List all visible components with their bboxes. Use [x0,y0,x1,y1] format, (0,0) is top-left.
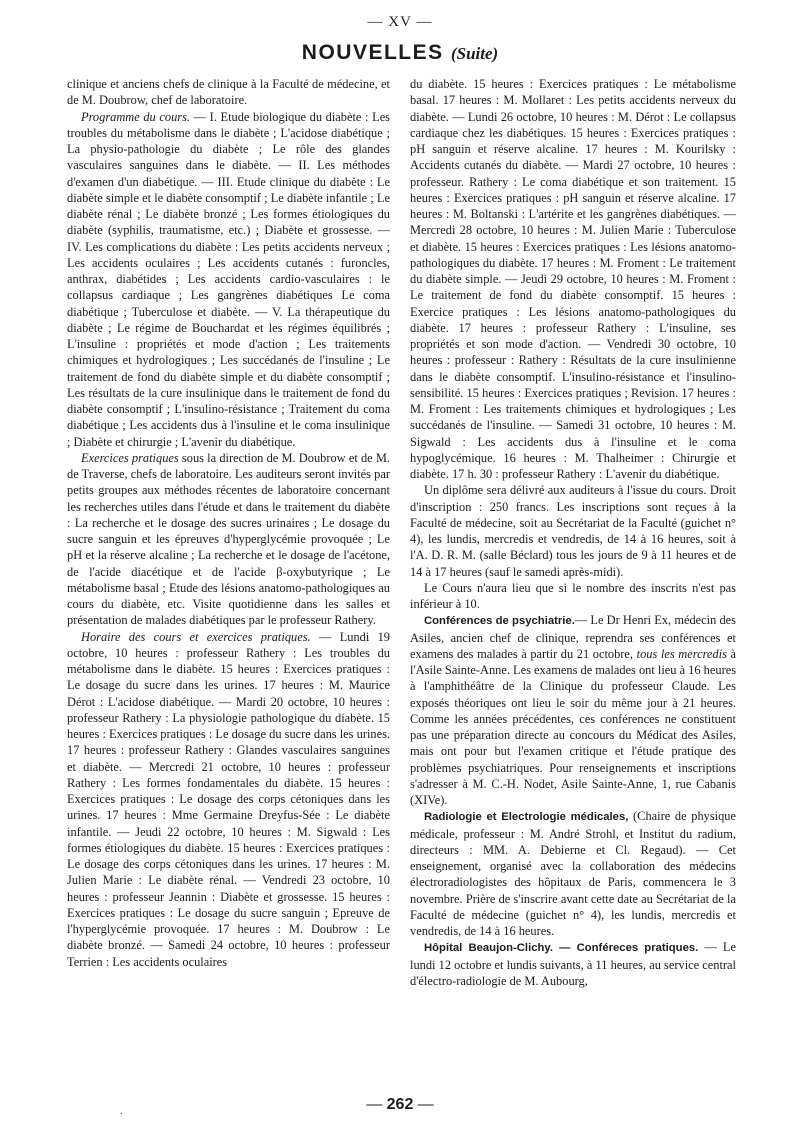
italic-text: tous les mercredis [636,646,727,661]
left-column [67,76,390,970]
roman-page-number: — XV — [367,14,433,30]
paragraph-psychiatrie [410,612,736,808]
heading-suite: (Suite) [450,44,499,63]
paragraph-label: Exercices pratiques [81,450,179,465]
paragraph-horaire [67,629,390,970]
section-lead: Hôpital Beaujon-Clichy. — Conféreces pratiques. [424,942,699,955]
paragraph-programme [67,109,390,450]
page-number: 262 [386,1096,414,1113]
paragraph-text: — I. Etude biologique du diabète : Les troubles du métabolisme dans le diabète ; L'acidose diabétique ; La physio-pathologie du diabète ; Le rôle des glandes vasculaires sanguines dans le diabète. — II. Les méthodes d'examen d'un diabétique. — III. Etude clinique du diabète : Le diabète simple et le diabète consomptif ; Le diabète infantile ; Le diabète rénal ; Le diabète bronzé ; Les formes étiologiques du diabète (syphilis, traumatisme, etc.) ; Diabète et grossesse. — IV. Les complications du diabète : Les petits accidents nerveux ; Les accidents oculaires ; Les accidents cutanés : furoncles, anthrax, diabétides ; Les accidents cardio-vasculaires : le collapsus cardiaque ; Les gangrènes diabétiques Le coma diabétique ; Tuberculose et diabète. — V. La thérapeutique du diabète ; Le régime de Bouchardat et les régimes équilibrés ; L'insuline : propriétés et mode d'action ; Les traitements chimiques et hydrologiques ; Les succédanés de l'insuline ; Le traitement de fond du diabète simple et du diabète consomptif ; Les résultats de la cure insulinique dans le traitement de fond du diabète consomptif ; L'insulino-résistance ; Traitement du coma diabétique ; Les accidents dus à l'insuline et le coma insulinique ; Diabète et chirurgie ; L'avenir du diabétique. [67,109,391,449]
page-footer [0,1096,800,1114]
paragraph: clinique et anciens chefs de clinique à la Faculté de médecine, et de M. Doubrow, chef de laboratoire. [67,77,390,108]
paragraph-text: — Le Dr Henri Ex, médecin des Asiles, ancien chef de clinique, reprendra ses conférences et examens des malades à partir du 21 octobre, [410,613,736,661]
section-lead: Radiologie et Electrologie médicales, [424,811,629,824]
paragraph-text: (Chaire de physique médicale, professeur : M. André Strohl, et Institut du radium, directeurs : MM. A. Debierne et Cl. Regaud). — Cet enseignement, organisé avec la collaboration des médecins électroradiologistes des hôpitaux de Paris, commencera le 3 novembre. Prière de s'inscrire avant cette date au Secrétariat de la Faculté de médecine (guichet n° 4), les lundis, mercredis et vendredis, de 14 à 16 heures. [410,809,736,938]
paragraph-minimum: Le Cours n'aura lieu que si le nombre des inscrits n'est pas inférieur à 10. [410,580,736,611]
page-heading [0,41,800,65]
paragraph-text: — Le lundi 12 octobre et lundis suivants, à 11 heures, au service central d'électro-radiologie de M. Aubourg, [410,940,737,988]
paragraph-beaujon [410,939,736,989]
paragraph-exercices [67,450,390,629]
paragraph: du diabète. 15 heures : Exercices pratiques : Le métabolisme basal. 17 heures : M. Mollaret : Les petits accidents nerveux du diabète. — Lundi 26 octobre, 10 heures : M. Dérot : Le collapsus cardiaque chez les diabétiques. 15 heures : Exercices pratiques : pH sanguin et réserve alcaline. 17 heures : M. Kourilsky : Accidents cutanés du diabète. — Mardi 27 octobre, 10 heures : professeur. Rathery : Le coma diabétique et son traitement. 15 heures : Exercices pratiques : pH sanguin et réserve alcaline. 17 heures : M. Boltanski : L'artérite et les gangrènes diabétiques. — Mercredi 28 octobre, 10 heures : M. Julien Marie : Tuberculose et diabète. 15 heures : Exercices pratiques : Les lésions anatomo-pathologiques du diabète. 17 heures : M. Froment : Le traitement du diabète simple. — Jeudi 29 octobre, 10 heures : M. Froment : Le traitement de fond du diabète consomptif. 15 heures : Exercice pratiques : Les lésions anatomo-pathologiques du diabète. 17 heures : professeur Rathery : L'insuline, ses propriétés et son mode d'action. — Vendredi 30 octobre, 10 heures : professeur : Rathery : Résultats de la cure insulinienne dans le diabète consomptif. L'insulino-résistance et l'insulino-sensibilité. 15 heures : Exercices pratiques ; Revision. 17 heures : M. Froment : Les traitements chimiques et hydrologiques ; Les succédanés de l'insuline. — Samedi 31 octobre, 10 heures : M. Sigwald : Les accidents dus à l'insuline et le coma hypoglycémique. 16 heures : M. Thalheimer : Chirurgie et diabète. 17 h. 30 : professeur Rathery : L'avenir du diabétique. [410,77,736,481]
paragraph-label: Horaire des cours et exercices pratiques. [81,629,311,644]
right-column [410,76,736,989]
footer-dash-left: — [366,1096,383,1113]
paragraph-text: à l'Asile Sainte-Anne. Les examens de malades ont lieu à 16 heures à l'amphithéâtre de la Clinique du professeur Claude. Les exposés théoriques ont lieu le soir du même jour à 21 heures. Comme les années précédentes, ces conférences ne constituent pas une préparation directe au concours du Médicat des Asiles, mais ont pour but l'examen critique et l'étude pratique des problèmes psychiatriques. Pour renseignements et inscriptions s'adresser à M. C.-H. Nodet, Asile Sainte-Anne, 1, rue Cabanis (XIVe). [410,646,737,807]
paragraph-text: sous la direction de M. Doubrow et de M. de Traverse, chefs de laboratoire. Les auditeurs seront invités par petits groupes aux méthodes récentes de laboratoire concernant les recherches utiles dans l'étude et dans le traitement du diabète : La recherche et le dosage des sucres urinaires ; Le dosage du sucre sanguin et les épreuves d'hyperglycémie provoquée ; Le pH et la réserve alcaline ; La recherche et le dosage de l'acétone, de l'acide diacétique et de l'acide β-oxybutyrique ; Le métabolisme basal ; Etude des lésions anatomo-pathologiques au cours du diabète, etc. Visite quotidienne dans les salles et présentation de malades diabétiques par le professeur Rathery. [67,450,390,628]
paragraph-text: — Lundi 19 octobre, 10 heures : professeur Rathery : Les troubles du métabolisme dans le diabète. 15 heures : Exercices pratiques : Le dosage du sucre dans les urines. 17 heures : M. Maurice Dérot : L'acidose diabétique. — Mardi 20 octobre, 10 heures : professeur Rathery : La physiologie pathologique du diabète. 15 heures : Exercices pratiques : Le dosage du sucre dans les urines. 17 heures : professeur Rathery : Glandes vasculaires sanguines et diabète. — Mercredi 21 octobre, 10 heures : professeur Rathery : Les formes fondamentales du diabète. 15 heures : Exercices pratiques : Le dosage des corps cétoniques dans les urines. 17 heures : Mme Germaine Dreyfus-Sée : Le diabète infantile. — Jeudi 22 octobre, 10 heures : M. Sigwald : Les formes étiologiques du diabète. 15 heures : Exercices pratiques : Le dosage des corps cétoniques dans les urines. 17 heures : M. Julien Marie : Le diabète rénal. — Vendredi 23 octobre, 10 heures : professeur Jeannin : Diabète et grossesse. 15 heures : Exercices pratiques : Le dosage du sucre sanguin ; Epreuve de l'hyperglycémie provoquée. 17 heures : M. Doubrow : Le diabète bronzé. — Samedi 24 octobre, 10 heures : professeur Terrien : Les accidents oculaires [67,629,391,969]
footer-dash-right: — [417,1096,434,1113]
footer-mark: . [120,1106,123,1117]
paragraph-label: Programme du cours. [81,109,191,124]
heading-title: NOUVELLES [301,41,444,64]
paragraph-radiologie [410,808,736,939]
paragraph-diplome: Un diplôme sera délivré aux auditeurs à l'issue du cours. Droit d'inscription : 250 francs. Les inscriptions sont reçues à la Faculté de médecine, soit au Secrétariat de la Faculté (guichet n° 4), les lundis, mercredis et vendredis, de 14 à 16 heures, soit à l'A. D. R. M. (salle Béclard) tous les jours de 9 à 11 heures et de 14 à 17 heures (sauf le samedi après-midi). [410,483,736,579]
section-lead: Conférences de psychiatrie. [424,615,575,628]
